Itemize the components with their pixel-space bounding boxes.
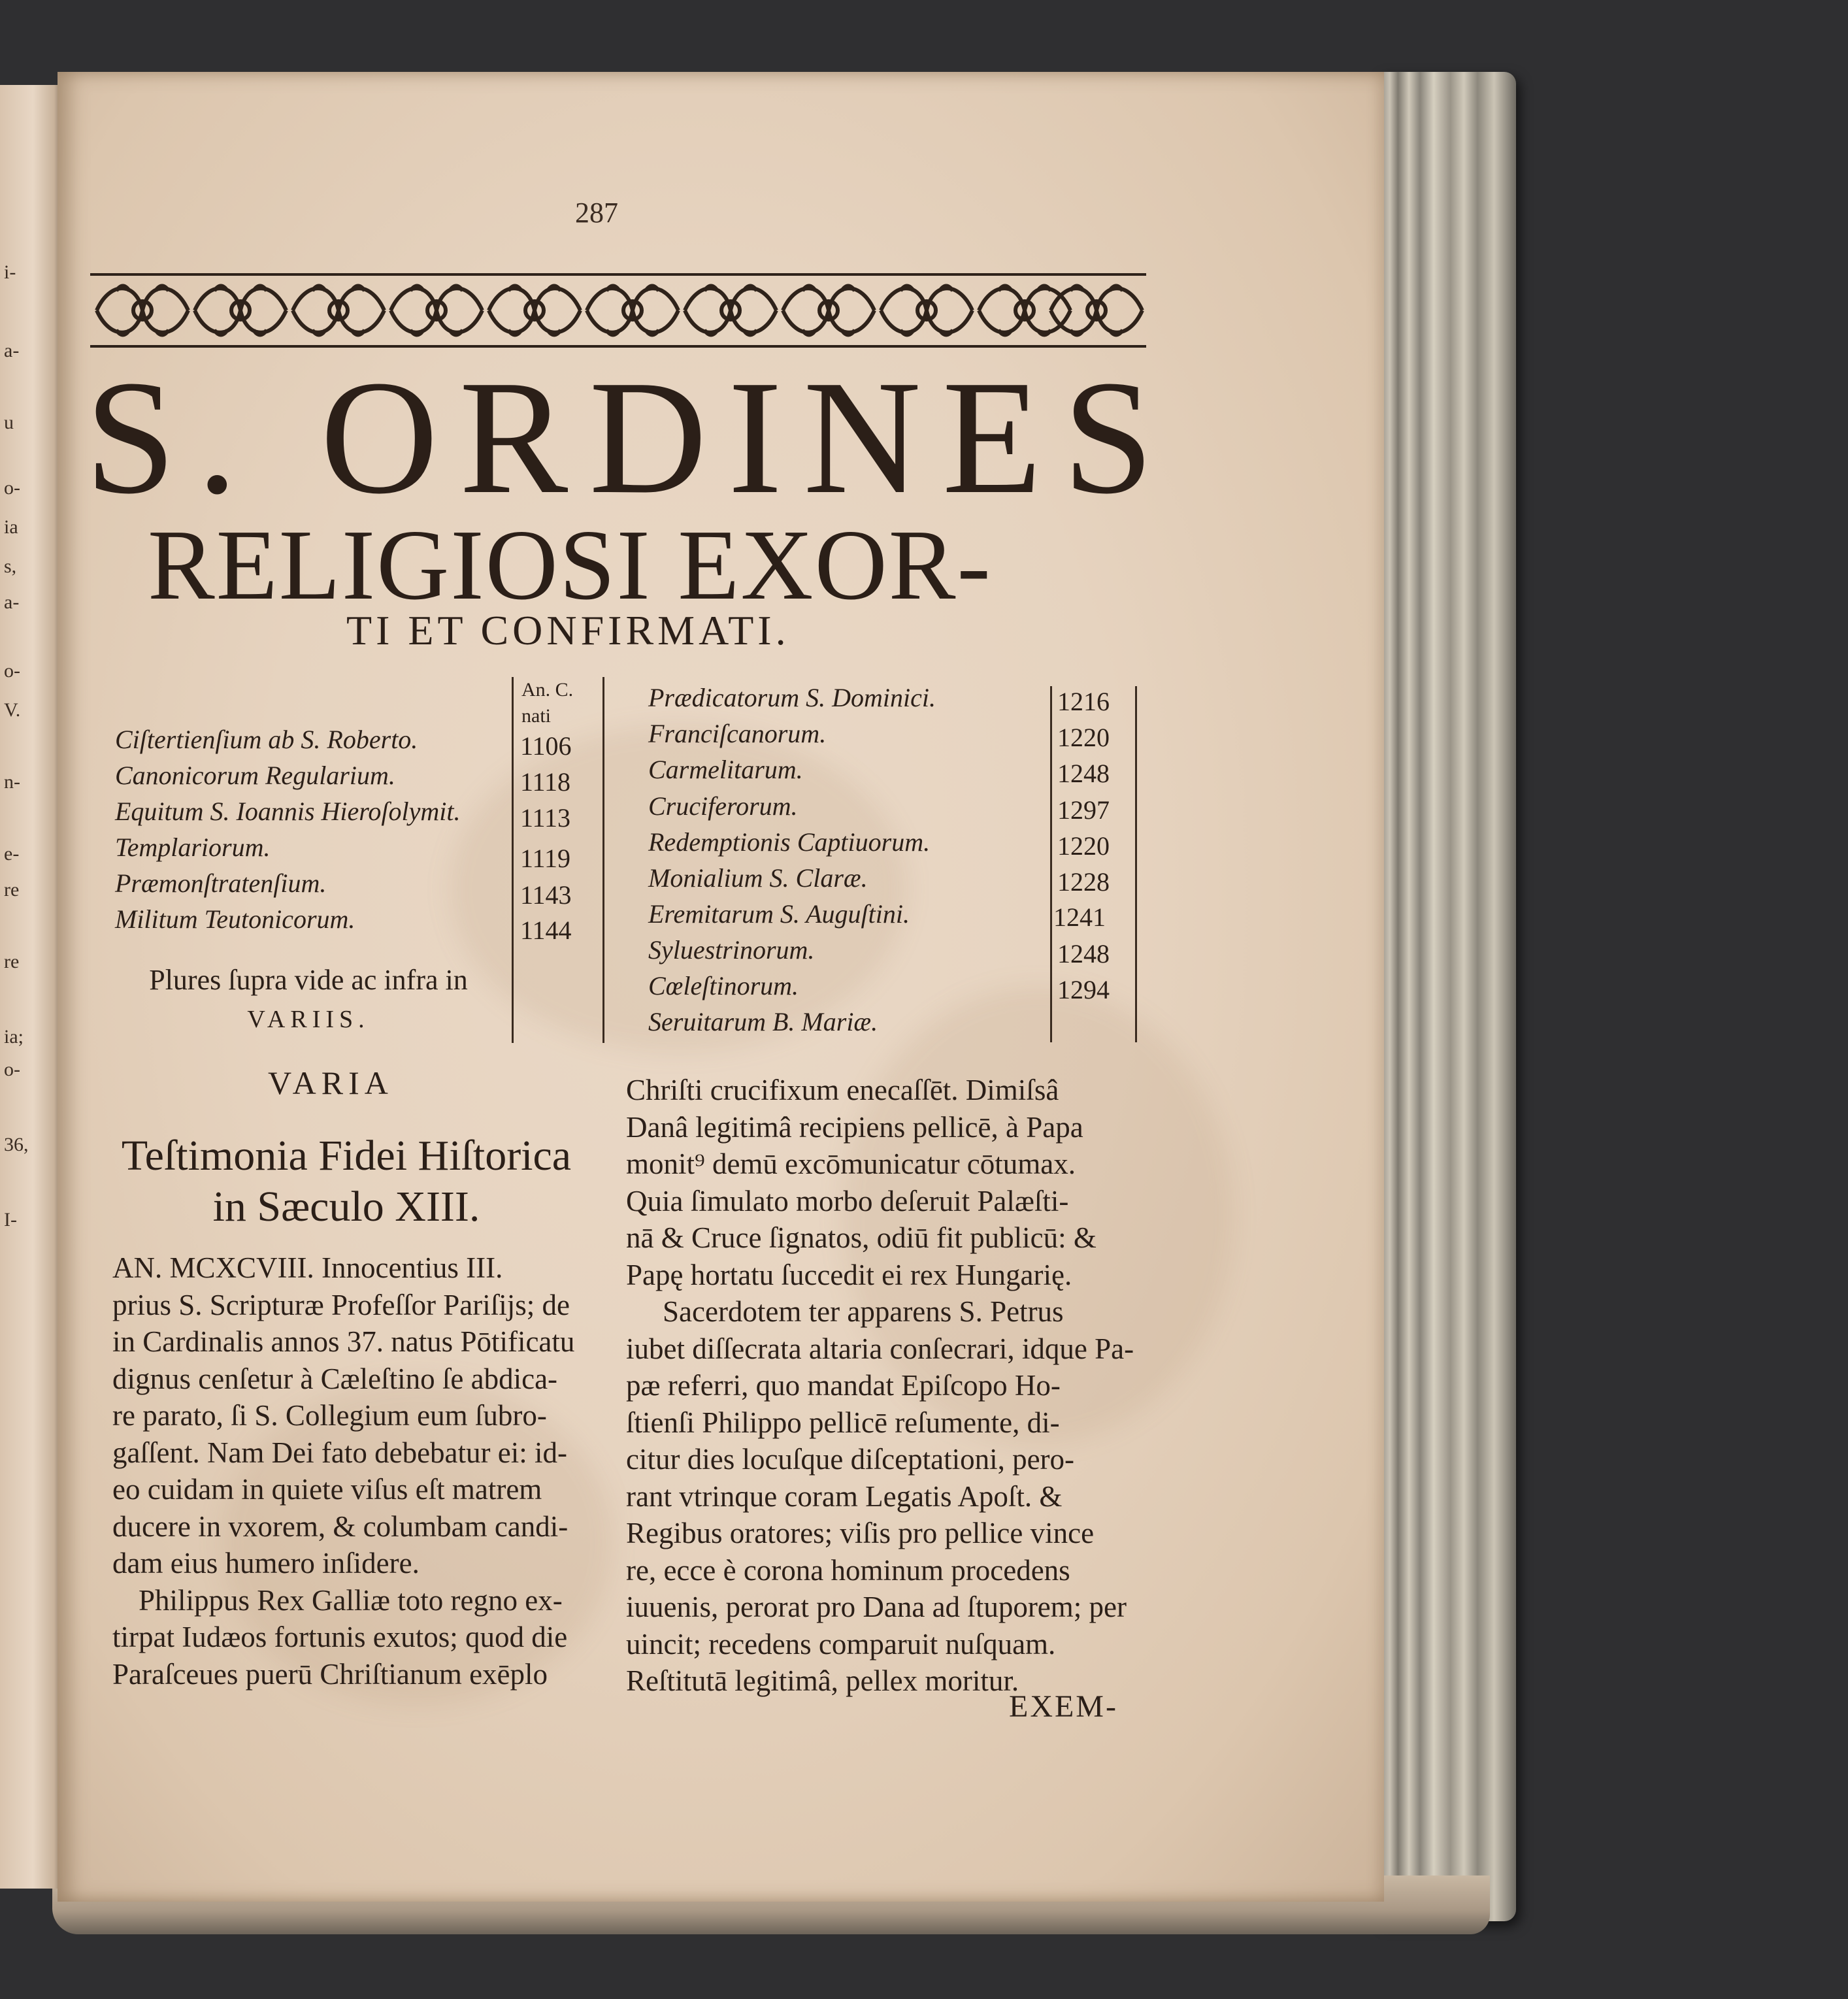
title-line-3: TI ET CONFIRMATI. (346, 607, 790, 653)
text-line: AN. MCXCVIII. Innocentius III. (112, 1251, 503, 1284)
text-line: Reſtitutā legitimâ, pellex moritur. (626, 1664, 1019, 1697)
left-text-column (112, 1249, 609, 1693)
left-page-fragment: re (4, 951, 20, 972)
text-line: eo cuidam in quiete viſus eſt matrem (112, 1473, 542, 1506)
page-number: 287 (575, 197, 618, 229)
table-rule (1135, 686, 1137, 1042)
left-page-fragment: u (4, 412, 14, 433)
text-line: uincit; recedens comparuit nuſquam. (626, 1627, 1056, 1660)
catchword: EXEM- (1009, 1689, 1118, 1724)
left-page-fragment: ia; (4, 1026, 24, 1048)
left-page-fragment: s, (4, 555, 17, 577)
order-name: Militum Teutonicorum. (115, 904, 355, 934)
title-line-1: S. ORDINES (85, 347, 1175, 528)
text-line: iuuenis, perorat pro Dana ad ſtuporem; per (626, 1591, 1127, 1623)
text-line: citur dies locuſque diſceptationi, pero- (626, 1443, 1075, 1476)
left-page-fragment: o- (4, 1059, 20, 1080)
testimonia-heading: Teſtimonia Fidei Hiſtorica in Sæculo XIII. (121, 1132, 572, 1231)
order-year: 1118 (520, 767, 571, 797)
left-page-strip (0, 85, 60, 1889)
order-year: 1144 (520, 916, 572, 945)
order-name: Canonicorum Regularium. (115, 761, 395, 790)
order-year: 1228 (1057, 867, 1110, 897)
text-line: Danâ legitimâ recipiens pellicē, à Papa (626, 1110, 1083, 1144)
text-line: re, ecce è corona hominum procedens (626, 1553, 1070, 1587)
order-name: Franciſcanorum. (648, 719, 827, 748)
text-line: prius S. Scripturæ Profeſſor Pariſijs; de (112, 1288, 570, 1321)
left-page-fragment: re (4, 879, 20, 900)
text-line: dam eius humero inſidere. (112, 1547, 420, 1579)
table-rule (512, 677, 514, 1043)
order-name: Ciſtertienſium ab S. Roberto. (115, 725, 418, 754)
order-year: 1216 (1057, 687, 1110, 716)
order-name: Cœleſtinorum. (648, 971, 799, 1000)
left-page-fragment: i- (4, 261, 16, 283)
order-year: 1106 (520, 731, 572, 761)
ornament-band (90, 261, 1146, 359)
order-name: Prædicatorum S. Dominici. (648, 683, 936, 712)
table-rule (1050, 686, 1052, 1042)
left-page-fragment: e- (4, 843, 20, 865)
text-line: Papę hortatu ſuccedit ei rex Hungarię. (626, 1258, 1072, 1291)
left-page-fragment: n- (4, 771, 20, 793)
left-page-fragment: 36, (4, 1134, 29, 1155)
order-year: 1248 (1057, 939, 1110, 968)
text-line: rant vtrinque coram Legatis Apoſt. & (626, 1479, 1063, 1513)
order-name: Cruciferorum. (648, 791, 798, 821)
order-year: 1248 (1057, 759, 1110, 788)
title-line-2: RELIGIOSI EXOR- (148, 510, 992, 621)
left-page-fragment: ia (4, 516, 18, 538)
order-year: 1220 (1057, 831, 1110, 861)
plures-note: Plures ſupra vide ac infra in VARIIS. (149, 964, 468, 1033)
text-line: Sacerdotem ter apparens S. Petrus (663, 1295, 1064, 1328)
text-line: pæ referri, quo mandat Epiſcopo Ho- (626, 1369, 1061, 1402)
text-line: re parato, ſi S. Collegium eum ſubro- (112, 1399, 547, 1432)
order-name: Equitum S. Ioannis Hieroſolymit. (115, 797, 461, 826)
page-edges (1379, 72, 1516, 1921)
order-name: Eremitarum S. Auguſtini. (648, 899, 910, 929)
left-page-fragment: V. (4, 699, 21, 721)
text-line: Regibus oratores; viſis pro pellice vince (626, 1517, 1095, 1549)
varia-heading: VARIA (268, 1065, 393, 1101)
order-name: Præmonſtratenſium. (115, 868, 327, 898)
order-name: Monialium S. Claræ. (648, 863, 868, 893)
left-page-fragment: a- (4, 340, 20, 361)
text-line: ducere in vxorem, & columbam candi- (112, 1510, 569, 1543)
order-name: Redemptionis Captiuorum. (648, 827, 931, 857)
text-line: in Cardinalis annos 37. natus Pōtificatu (112, 1325, 575, 1358)
order-name: Carmelitarum. (648, 755, 803, 784)
text-line: gaſſent. Nam Dei fato debebatur ei: id- (112, 1436, 567, 1469)
text-line: tirpat Iudæos fortunis exutos; quod die (112, 1621, 568, 1653)
text-line: dignus cenſetur à Cæleſtino ſe abdica- (112, 1362, 558, 1395)
order-name: Templariorum. (115, 833, 271, 862)
text-line: monit⁹ demū excōmunicatur cōtumax. (626, 1148, 1076, 1180)
text-line: nā & Cruce ſignatos, odiū fit publicū: & (626, 1221, 1097, 1254)
order-name: Seruitarum B. Mariæ. (648, 1007, 878, 1036)
text-line: Chriſti crucifixum enecaſſēt. Dimiſsâ (626, 1074, 1059, 1106)
text-line: Paraſceues puerū Chriſtianum exēplo (112, 1657, 548, 1691)
left-page-fragment: I- (4, 1209, 17, 1231)
text-line: ſtienſi Philippo pellicē reſumente, di- (626, 1406, 1060, 1439)
left-page-fragment: a- (4, 591, 20, 613)
left-page-fragment: o- (4, 660, 20, 682)
year-column-header: An. C. nati (521, 679, 574, 727)
order-year: 1297 (1057, 795, 1110, 825)
order-year: 1119 (520, 844, 571, 873)
order-year: 1294 (1057, 975, 1110, 1004)
order-year: 1241 (1053, 902, 1106, 932)
order-year: 1143 (520, 880, 572, 910)
order-name: Syluestrinorum. (648, 935, 815, 965)
table-rule (602, 677, 604, 1043)
left-page-fragment: o- (4, 477, 20, 499)
text-line: Philippus Rex Galliæ toto regno ex- (139, 1583, 563, 1617)
order-year: 1220 (1057, 723, 1110, 752)
right-text-column (626, 1072, 1155, 1700)
order-year: 1113 (520, 803, 571, 833)
text-line: Quia ſimulato morbo deſeruit Palæſti- (626, 1184, 1069, 1217)
text-line: iubet diſſecrata altaria conſecrari, idque Pa- (626, 1332, 1134, 1365)
